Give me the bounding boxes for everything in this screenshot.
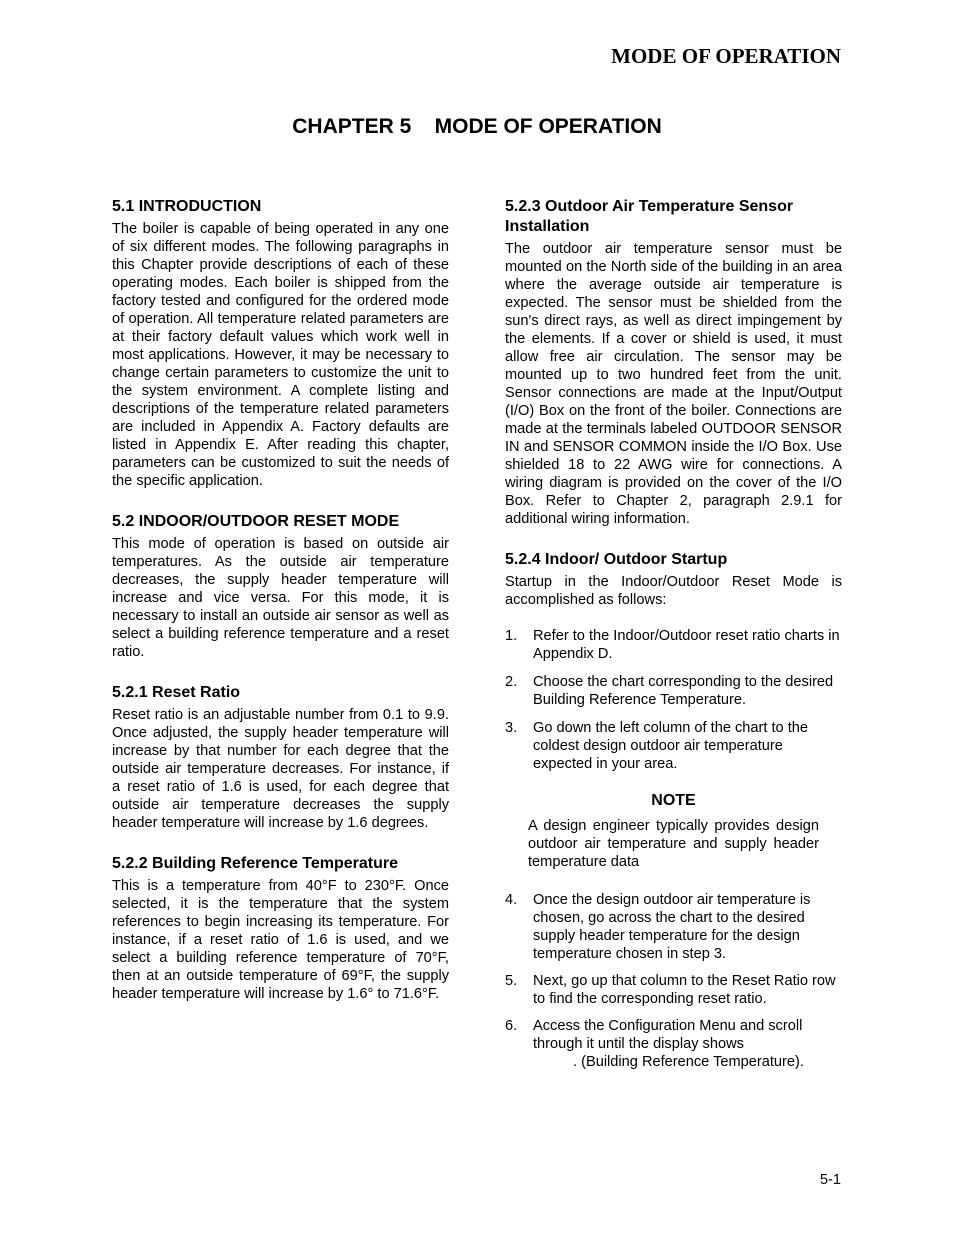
page-number: 5-1 bbox=[819, 1172, 841, 1188]
section-5-2-2 bbox=[112, 854, 449, 1003]
list-item bbox=[505, 673, 842, 709]
section-heading: 5.2.3 Outdoor Air Temperature Sensor Installation bbox=[505, 198, 794, 235]
section-body: The outdoor air temperature sensor must be mounted on the North side of the building in an area where the average outside air temperature is expected. The sensor must be shielded from the sun's direct rays, as well as direct impingement by the elements. If a cover or shield is used, it must allow free air circulation. The sensor may be mounted up to two hundred feet from the unit. Sensor connections are made at the Input/Output (I/O) Box on the front of the boiler. Connections are made at the terminals labeled OUTDOOR SENSOR IN and SENSOR COMMON inside the I/O Box. Use shielded 18 to 22 AWG wire for connections. A wiring diagram is provided on the cover of the I/O Box. Refer to Chapter 2, paragraph 2.9.1 for additional wiring information. bbox=[505, 241, 842, 527]
section-heading: 5.2.2 Building Reference Temperature bbox=[112, 855, 399, 872]
list-item bbox=[505, 891, 842, 963]
section-body: The boiler is capable of being operated in any one of six different modes. The following paragraphs in this Chapter provide descriptions of each of these operating modes. Each boiler is shipped from the factory tested and configured for the ordered mode of operation. All temperature related parameters are at their factory default values which work well in most applications. However, it may be necessary to change certain parameters to customize the unit to the system environment. A complete listing and descriptions of the temperature related parameters are included in Appendix A. Factory defaults are listed in Appendix E. After reading this chapter, parameters can be customized to suit the needs of the specific application. bbox=[112, 221, 449, 489]
section-body: Startup in the Indoor/Outdoor Reset Mode is accomplished as follows: bbox=[505, 574, 842, 608]
note-title: NOTE bbox=[651, 792, 696, 809]
running-header: MODE OF OPERATION bbox=[611, 44, 841, 68]
section-heading: 5.2 INDOOR/OUTDOOR RESET MODE bbox=[112, 513, 400, 530]
step-number: 5. bbox=[505, 973, 518, 989]
section-5-2-4 bbox=[505, 550, 842, 1071]
section-5-2 bbox=[112, 512, 449, 661]
step-number: 1. bbox=[505, 628, 518, 644]
list-item bbox=[505, 1017, 842, 1071]
step-text-continued: . (Building Reference Temperature). bbox=[573, 1054, 804, 1070]
step-number: 2. bbox=[505, 674, 518, 690]
step-text: Go down the left column of the chart to the coldest design outdoor air temperature expected in your area. bbox=[533, 720, 809, 772]
section-5-2-3 bbox=[505, 197, 842, 528]
step-text: Access the Configuration Menu and scroll through it until the display shows bbox=[533, 1018, 803, 1052]
left-column bbox=[112, 197, 449, 1003]
startup-steps-list bbox=[505, 627, 842, 773]
list-item bbox=[505, 719, 842, 773]
note-box bbox=[505, 791, 842, 871]
section-5-2-1 bbox=[112, 683, 449, 832]
right-column bbox=[505, 197, 842, 1071]
step-number: 3. bbox=[505, 720, 518, 736]
step-number: 6. bbox=[505, 1018, 518, 1034]
section-body: This is a temperature from 40°F to 230°F. Once selected, it is the temperature that the system references to begin increasing its temperature. For instance, if a reset ratio of 1.6 is used, and we select a building reference temperature of 70°F, then at an outside temperature of 69°F, the supply header temperature will increase by 1.6° to 71.6°F. bbox=[112, 878, 449, 1002]
note-body: A design engineer typically provides design outdoor air temperature and supply header temperature data bbox=[528, 818, 819, 870]
step-text: Next, go up that column to the Reset Ratio row to find the corresponding reset ratio. bbox=[533, 973, 836, 1007]
step-text: Once the design outdoor air temperature is chosen, go across the chart to the desired supply header temperature for the design temperature chosen in step 3. bbox=[533, 892, 811, 962]
step-text: Refer to the Indoor/Outdoor reset ratio charts in Appendix D. bbox=[533, 628, 840, 662]
list-item bbox=[505, 627, 842, 663]
list-item bbox=[505, 972, 842, 1008]
step-text: Choose the chart corresponding to the desired Building Reference Temperature. bbox=[533, 674, 834, 708]
chapter-title: CHAPTER 5 MODE OF OPERATION bbox=[292, 115, 662, 138]
section-body: Reset ratio is an adjustable number from 0.1 to 9.9. Once adjusted, the supply header temperature will increase by that number for each degree that the outside air temperature decreases. For instance, if a reset ratio of 1.6 is used, for each degree that outside air temperature decreases the supply header temperature will increase by 1.6 degrees. bbox=[112, 707, 449, 831]
startup-steps-list-continued bbox=[505, 891, 842, 1071]
step-number: 4. bbox=[505, 892, 518, 908]
section-heading: 5.2.4 Indoor/ Outdoor Startup bbox=[505, 551, 728, 568]
section-heading: 5.1 INTRODUCTION bbox=[112, 198, 262, 215]
section-5-1 bbox=[112, 197, 449, 490]
section-body: This mode of operation is based on outside air temperatures. As the outside air temperature decreases, the supply header temperature will increase and vice versa. For this mode, it is necessary to install an outside air sensor as well as select a building reference temperature and a reset ratio. bbox=[112, 536, 449, 660]
section-heading: 5.2.1 Reset Ratio bbox=[112, 684, 241, 701]
